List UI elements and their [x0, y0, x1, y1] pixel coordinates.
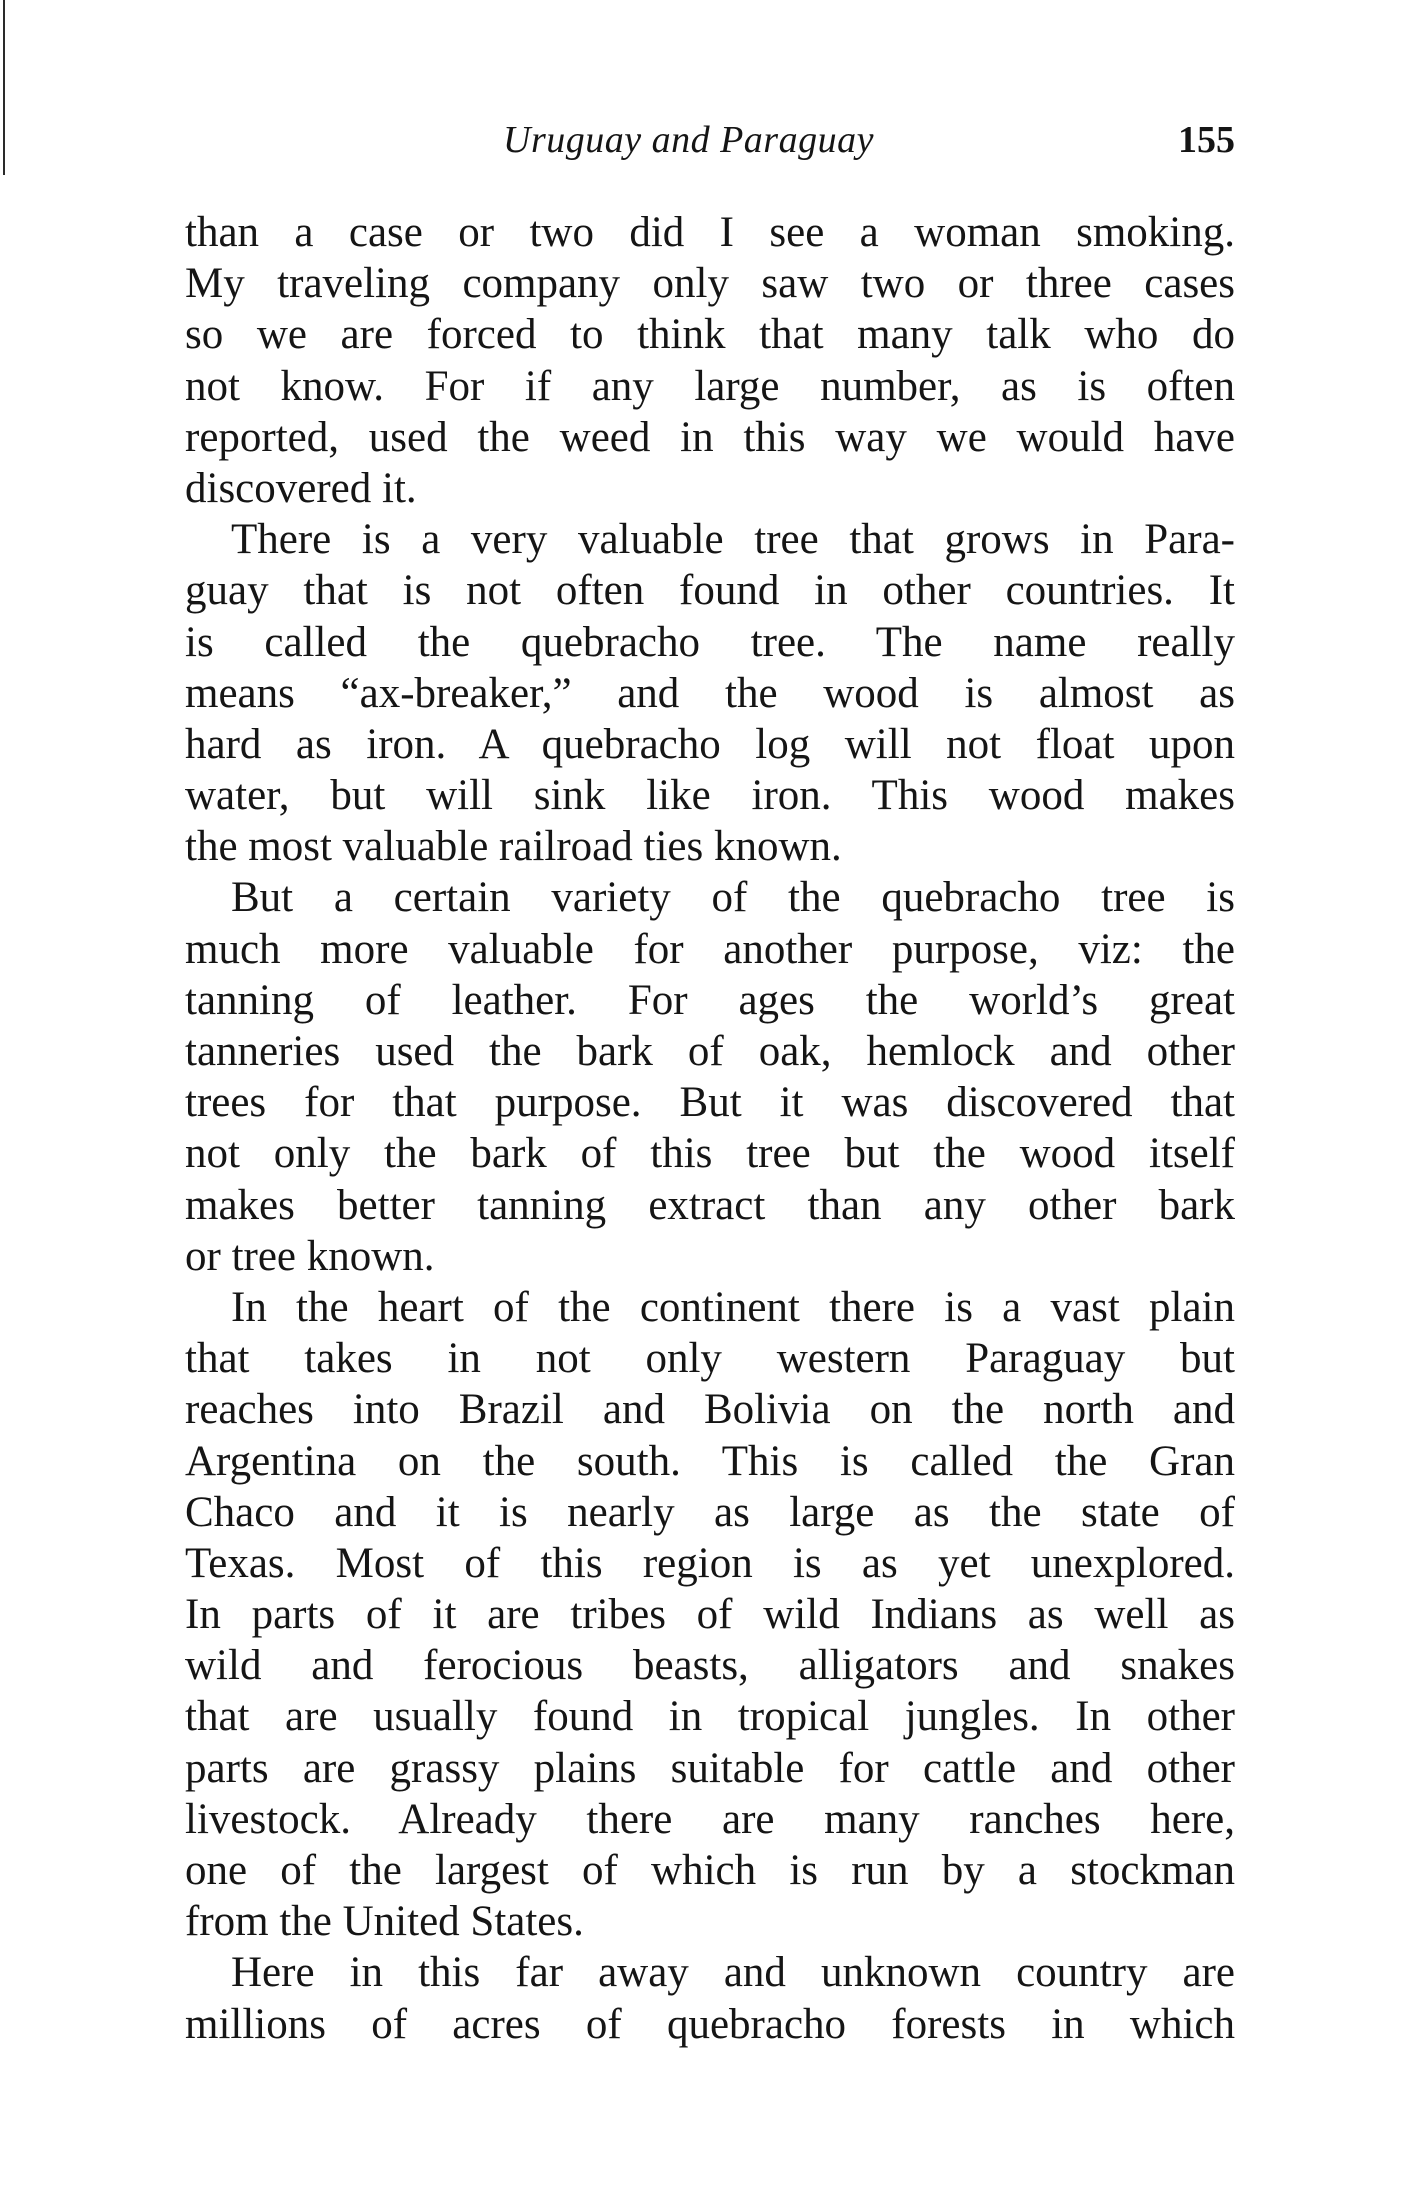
- paragraph-2: [185, 514, 1235, 872]
- text-line: My traveling company only saw two or three cases: [185, 260, 1235, 308]
- paragraph-1: [185, 207, 1235, 514]
- text-line: millions of acres of quebracho forests in which: [185, 2000, 1235, 2048]
- text-line: makes better tanning extract than any other bark: [185, 1181, 1235, 1229]
- text-line: means “ax-breaker,” and the wood is almost as: [185, 669, 1235, 717]
- text-line: tanneries used the bark of oak, hemlock and other: [185, 1028, 1235, 1075]
- text-line: There is a very valuable tree that grows in Para-: [231, 516, 1235, 564]
- text-line: than a case or two did I see a woman smoking.: [185, 209, 1235, 256]
- text-line: Here in this far away and unknown country are: [231, 1949, 1235, 1997]
- text-line: Texas. Most of this region is as yet unexplored.: [185, 1539, 1235, 1587]
- text-line: hard as iron. A quebracho log will not float upon: [185, 720, 1235, 768]
- text-line: from the United States.: [185, 1898, 584, 1946]
- text-line: water, but will sink like iron. This wood makes: [185, 772, 1235, 820]
- page-number: 155: [1178, 119, 1235, 161]
- text-line: or tree known.: [185, 1232, 435, 1280]
- text-line: In parts of it are tribes of wild Indians as well as: [185, 1591, 1235, 1639]
- text-line: guay that is not often found in other countries. It: [185, 567, 1235, 615]
- text-line: is called the quebracho tree. The name really: [185, 618, 1235, 666]
- text-line: reaches into Brazil and Bolivia on the north and: [185, 1386, 1235, 1434]
- text-line: reported, used the weed in this way we would have: [185, 413, 1235, 461]
- text-line: not only the bark of this tree but the wood itself: [185, 1130, 1235, 1178]
- text-line: not know. For if any large number, as is often: [185, 362, 1235, 410]
- page-header: [185, 118, 1235, 178]
- text-line: one of the largest of which is run by a stockman: [185, 1847, 1235, 1894]
- text-line: wild and ferocious beasts, alligators and snakes: [185, 1642, 1235, 1690]
- text-line: that takes in not only western Paraguay but: [185, 1335, 1235, 1383]
- text-line: Chaco and it is nearly as large as the state of: [185, 1488, 1235, 1536]
- paragraph-4: [185, 1282, 1235, 1947]
- text-line: that are usually found in tropical jungles. In other: [185, 1693, 1235, 1741]
- text-line: In the heart of the continent there is a vast plain: [231, 1283, 1235, 1331]
- body-text: [185, 207, 1235, 2050]
- text-line: discovered it.: [185, 464, 417, 512]
- paragraph-3: [185, 872, 1235, 1282]
- page-edge-line: [3, 0, 5, 175]
- paragraph-5: [185, 1947, 1235, 2049]
- text-line: tanning of leather. For ages the world’s great: [185, 976, 1235, 1024]
- text-line: trees for that purpose. But it was discovered that: [185, 1079, 1235, 1127]
- running-title: Uruguay and Paraguay: [503, 119, 874, 161]
- text-line: But a certain variety of the quebracho tree is: [231, 874, 1235, 922]
- text-line: the most valuable railroad ties known.: [185, 823, 842, 871]
- text-line: so we are forced to think that many talk who do: [185, 311, 1235, 359]
- text-line: Argentina on the south. This is called the Gran: [185, 1437, 1235, 1485]
- text-line: much more valuable for another purpose, viz: the: [185, 925, 1235, 973]
- text-line: livestock. Already there are many ranches here,: [185, 1795, 1235, 1843]
- text-line: parts are grassy plains suitable for cattle and other: [185, 1744, 1235, 1792]
